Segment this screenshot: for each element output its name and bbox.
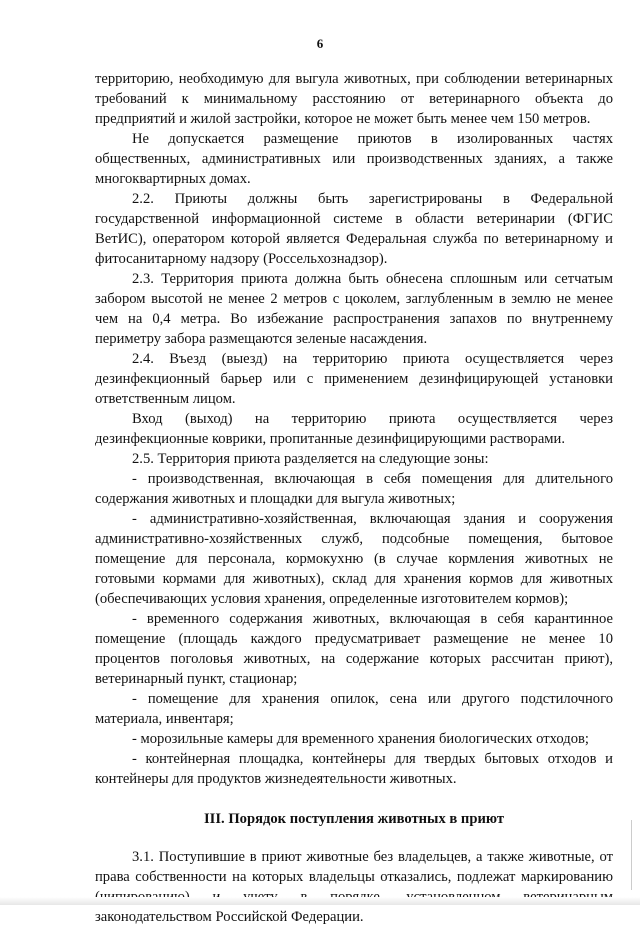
document-body <box>95 69 613 927</box>
list-item-admin-zone: - административно-хозяйственная, включающая здания и сооружения административно-хозяйственных служб, подсобные помещения, бытовое помещение для персонала, кормокухню (в случае кормления животных не готовыми кормами для животных), склад для хранения кормов для животных (обеспечивающих условия хранения, определенные изготовителем кормов); <box>95 511 613 607</box>
list-item-container-site: - контейнерная площадка, контейнеры для твердых бытовых отходов и контейнеры для продуктов жизнедеятельности животных. <box>95 751 613 787</box>
paragraph-2-3: 2.3. Территория приюта должна быть обнесена сплошным или сетчатым забором высотой не менее 2 метров с цоколем, заглубленным в землю не менее чем на 0,4 метра. Во избежание распространения запахов по внутреннему периметру забора размещаются зеленые насаждения. <box>95 271 613 347</box>
list-item-production-zone: - производственная, включающая в себя помещения для длительного содержания животных и площадки для выгула животных; <box>95 471 613 507</box>
paragraph-2-4: 2.4. Въезд (выезд) на территорию приюта осуществляется через дезинфекционный барьер или с применением дезинфицирующей установки ответственным лицом. <box>95 351 613 407</box>
page-bottom-edge <box>0 897 640 905</box>
paragraph-continuation: территорию, необходимую для выгула животных, при соблюдении ветеринарных требований к минимальному расстоянию от ветеринарного объекта до предприятий и жилой застройки, которое не может быть менее чем 150 метров. <box>95 71 613 127</box>
list-item-storage-room: - помещение для хранения опилок, сена или другого подстилочного материала, инвентаря; <box>95 691 613 727</box>
paragraph-2-2: 2.2. Приюты должны быть зарегистрированы в Федеральной государственной информационной системе в области ветеринарии (ФГИС ВетИС), оператором которой является Федеральная служба по ветеринарному и фитосанитарному надзору (Россельхознадзор). <box>95 191 613 267</box>
paragraph-entry-exit: Вход (выход) на территорию приюта осуществляется через дезинфекционные коврики, пропитанные дезинфицирующими растворами. <box>95 411 613 447</box>
page-edge-mark <box>631 820 640 890</box>
paragraph-2-5: 2.5. Территория приюта разделяется на следующие зоны: <box>132 451 489 467</box>
section-heading: III. Порядок поступления животных в приют <box>203 811 504 827</box>
list-item-freezers: - морозильные камеры для временного хранения биологических отходов; <box>132 731 589 747</box>
page-number: 6 <box>316 36 324 51</box>
paragraph-3-1: 3.1. Поступившие в приют животные без владельцев, а также животные, от права собственности на которых владельцы отказались, подлежат маркированию законодательством Российской Федерации. <box>95 849 613 925</box>
list-item-temporary-zone: - временного содержания животных, включающая в себя карантинное помещение (площадь каждого предусматривает размещение не менее 10 процентов поголовья животных, на содержание которых рассчитан приют), ветеринарный пункт, стационар; <box>95 611 613 687</box>
paragraph-no-shelters-in-buildings: Не допускается размещение приютов в изолированных частях общественных, административных или производственных зданиях, а также многоквартирных домах. <box>95 131 613 187</box>
